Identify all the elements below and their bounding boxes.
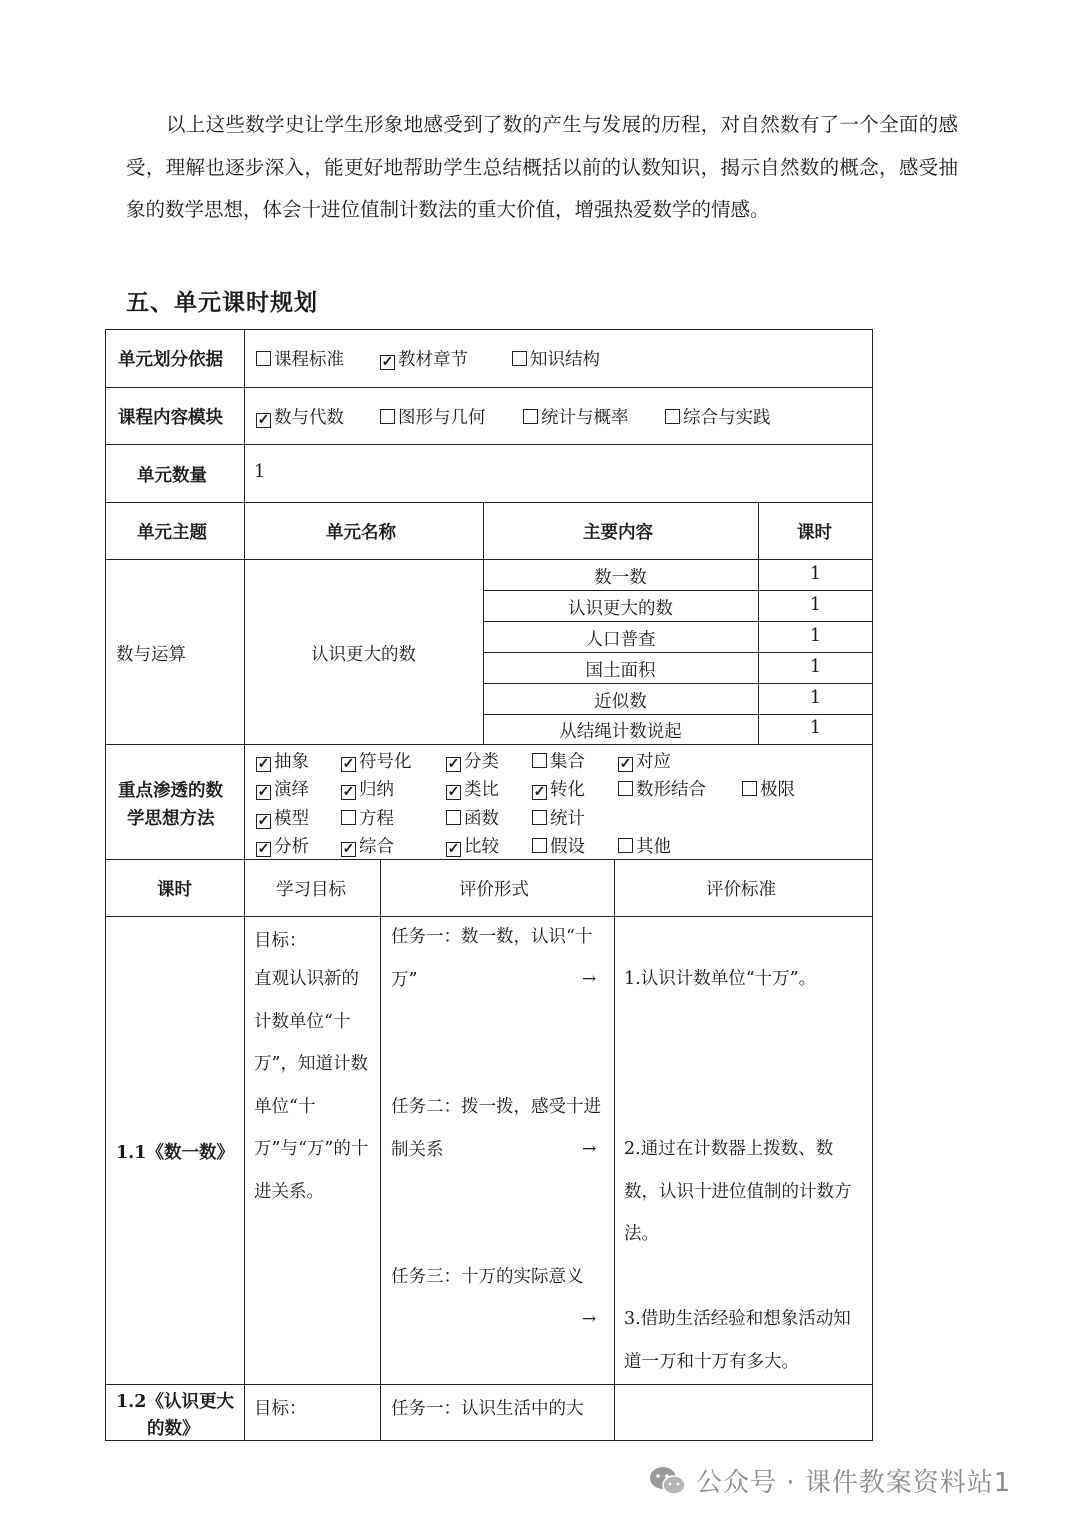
- unit-count-value: 1: [254, 462, 266, 482]
- header-standard: 评价标准: [706, 880, 776, 900]
- lesson-content: 近似数: [594, 692, 647, 712]
- lesson1-goal-body: 直观认识新的计数单位“十万”，知道计数单位“十万”与“万”的十进关系。: [254, 969, 369, 1202]
- lesson2-goal-title: 目标：: [254, 1399, 307, 1419]
- lesson1-standard3: 3.借助生活经验和想象活动知道一万和十万有多大。: [624, 1309, 851, 1372]
- method-option[interactable]: 统计: [532, 805, 585, 830]
- header-hours: 课时: [797, 523, 832, 543]
- module-option-geometry[interactable]: 图形与几何: [380, 404, 486, 429]
- method-option[interactable]: 集合: [532, 748, 585, 773]
- header-name: 单元名称: [326, 523, 396, 543]
- methods-label-line2: 学思想方法: [127, 809, 215, 829]
- lesson2-name-line2: 的数》: [147, 1419, 200, 1439]
- module-option-number[interactable]: ✓ 数与代数: [256, 404, 344, 429]
- unit-theme: 数与运算: [116, 645, 186, 665]
- header-goal: 学习目标: [276, 880, 346, 900]
- basis-label: 单元划分依据: [118, 350, 223, 370]
- lesson1-name: 1.1《数一数》: [116, 1143, 234, 1163]
- lesson-hours: 1: [809, 595, 822, 615]
- lesson-hours: 1: [809, 626, 822, 646]
- watermark: [648, 1462, 1011, 1499]
- lesson-hours: 1: [809, 564, 822, 584]
- lesson-content: 国土面积: [585, 661, 656, 681]
- method-option[interactable]: ✓ 转化: [532, 776, 585, 801]
- section-heading: 五、单元课时规划: [126, 290, 318, 316]
- lesson1-goal-title: 目标：: [254, 931, 307, 951]
- method-option[interactable]: 其他: [618, 833, 671, 858]
- method-option[interactable]: ✓ 抽象: [256, 748, 309, 773]
- lesson-content: 从结绳计数说起: [559, 722, 682, 742]
- method-option[interactable]: ✓ 综合: [341, 833, 394, 858]
- lesson1-task3: 任务三：十万的实际意义: [391, 1267, 584, 1287]
- method-option[interactable]: ✓ 比较: [446, 833, 499, 858]
- method-option[interactable]: 方程: [341, 805, 394, 830]
- unit-name: 认识更大的数: [311, 645, 416, 665]
- wechat-icon: [648, 1465, 688, 1497]
- lesson-hours: 1: [809, 657, 822, 677]
- header-lesson: 课时: [157, 880, 192, 900]
- header-form: 评价形式: [459, 880, 529, 900]
- method-option[interactable]: ✓ 类比: [446, 776, 499, 801]
- method-option[interactable]: ✓ 符号化: [341, 748, 412, 773]
- method-option[interactable]: ✓ 演绎: [256, 776, 309, 801]
- methods-label-line1: 重点渗透的数: [118, 781, 223, 801]
- header-theme: 单元主题: [137, 523, 207, 543]
- unit-count-label: 单元数量: [137, 466, 207, 486]
- module-option-practice[interactable]: 综合与实践: [665, 404, 771, 429]
- lesson-content: 人口普查: [585, 630, 656, 650]
- lesson-hours: 1: [809, 718, 822, 738]
- method-option[interactable]: ✓ 归纳: [341, 776, 394, 801]
- method-option[interactable]: ✓ 分类: [446, 748, 499, 773]
- basis-option-knowledge[interactable]: 知识结构: [512, 346, 600, 371]
- module-option-statistics[interactable]: 统计与概率: [523, 404, 629, 429]
- lesson-content: 数一数: [594, 568, 647, 588]
- method-option[interactable]: 假设: [532, 833, 585, 858]
- arrow-icon: →: [582, 969, 597, 989]
- module-label: 课程内容模块: [118, 408, 223, 428]
- lesson2-task1: 任务一：认识生活中的大: [391, 1399, 584, 1419]
- intro-paragraph: 以上这些数学史让学生形象地感受到了数的产生与发展的历程，对自然数有了一个全面的感受，理解也逐步深入，能更好地帮助学生总结概括以前的认数知识，揭示自然数的概念，感受抽象的数学思想，体会十进位值制计数法的重大价值，增强热爱数学的情感。: [126, 113, 958, 221]
- lesson-hours: 1: [809, 688, 822, 708]
- method-option[interactable]: ✓ 对应: [618, 748, 671, 773]
- lesson-content: 认识更大的数: [568, 599, 673, 619]
- watermark-text: 公众号 · 课件教案资料站1: [696, 1468, 1012, 1498]
- header-content: 主要内容: [583, 523, 653, 543]
- method-option[interactable]: 极限: [742, 776, 795, 801]
- method-option[interactable]: 数形结合: [618, 776, 706, 801]
- basis-option-textbook[interactable]: ✓ 教材章节: [380, 346, 468, 371]
- lesson1-standard1: 1.认识计数单位“十万”。: [624, 969, 817, 989]
- lesson1-task1: 任务一：数一数，认识“十万”: [391, 927, 593, 990]
- method-option[interactable]: ✓ 分析: [256, 833, 309, 858]
- lesson1-task2: 任务二：拨一拨，感受十进制关系: [391, 1097, 601, 1160]
- method-option[interactable]: 函数: [446, 805, 499, 830]
- arrow-icon: →: [582, 1309, 597, 1329]
- lesson2-name-line1: 1.2《认识更大: [116, 1392, 234, 1412]
- method-option[interactable]: ✓ 模型: [256, 805, 309, 830]
- lesson1-standard2: 2.通过在计数器上拨数、数数，认识十进位值制的计数方法。: [624, 1139, 852, 1244]
- arrow-icon: →: [582, 1139, 597, 1159]
- basis-option-standard[interactable]: 课程标准: [256, 346, 344, 371]
